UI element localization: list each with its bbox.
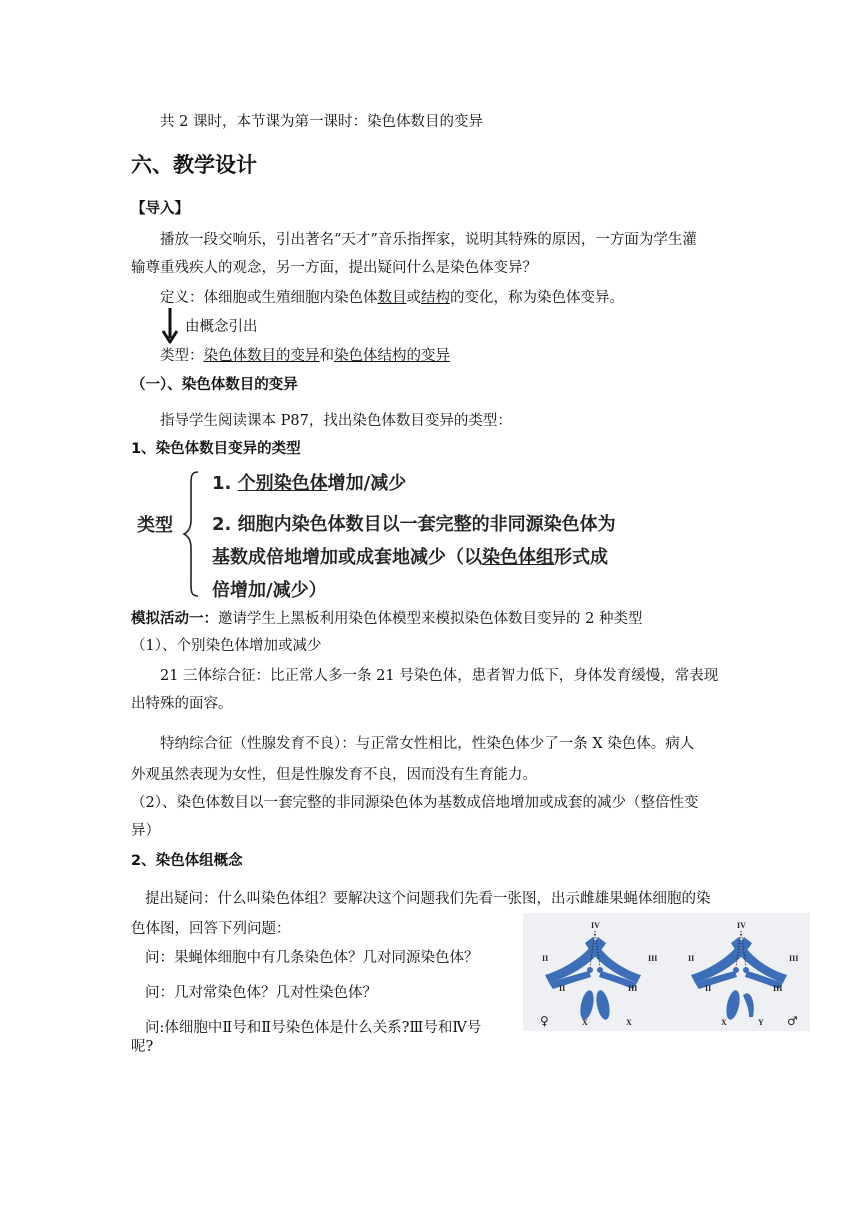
definition-line: [160, 288, 624, 308]
definition-prefix: 定义：体细胞或生殖细胞内染色体: [160, 290, 378, 306]
male-chromosome-IV-left: [733, 967, 739, 973]
question-1: 问：果蝇体细胞中有几条染色体？几对同源染色体？: [145, 950, 479, 966]
female-chromosome-set: [545, 937, 641, 1021]
types-line: [160, 346, 450, 366]
item-2-line1: （2）、染色体数目以一套完整的非同源染色体为基数成倍地增加或成套的减少（整倍性变: [131, 795, 699, 811]
female-symbol-icon: ♀: [540, 1014, 549, 1028]
down-syndrome-line1: 21 三体综合征：比正常人多一条 21 号染色体，患者智力低下，身体发育缓慢，常表现: [160, 668, 719, 684]
male-chromosome-set: [691, 937, 787, 1021]
female-chromosome-IV-left: [587, 967, 593, 973]
brace-item-1-underlined: 个别染色体: [237, 473, 328, 494]
sub-heading-number-variation: （一）、染色体数目的变异: [131, 377, 298, 393]
female-chromosome-X-right: [594, 989, 612, 1021]
section-title: 六、教学设计: [131, 153, 257, 177]
male-label-Y: Y: [758, 1018, 764, 1027]
male-label-II-top: II: [688, 954, 695, 963]
intro-paragraph-line2: 输尊重残疾人的观念，另一方面，提出疑问什么是染色体变异？: [131, 260, 537, 276]
question-intro-line2: 色体图，回答下列问题：: [131, 921, 291, 937]
intro-label: 【导入】: [131, 201, 189, 217]
arrow-note: 由概念引出: [185, 319, 258, 335]
male-chromosome-X: [724, 989, 742, 1021]
question-2: 问：几对常染色体？几对性染色体？: [145, 985, 377, 1001]
female-chromosome-IV-right: [597, 967, 603, 973]
heading-chromosome-set: 2、染色体组概念: [131, 853, 243, 869]
turner-line1: 特纳综合征（性腺发育不良）：与正常女性相比，性染色体少了一条 X 染色体。病人: [160, 736, 695, 752]
female-label-II-top: II: [542, 954, 549, 963]
male-label-IV: IV: [737, 921, 746, 930]
female-chromosome-X-left: [578, 989, 596, 1021]
brace-icon: [182, 470, 202, 598]
male-label-II-bottom: II: [705, 984, 712, 993]
brace-item-1: 1. 个别染色体增加/减少: [212, 473, 407, 494]
types-number-variation: 染色体数目的变异: [203, 348, 320, 364]
item-1-title: （1）、个别染色体增加或减少: [131, 638, 322, 654]
item-2-line2: 异）: [131, 823, 160, 839]
question-3-line2: 呢?: [131, 1039, 154, 1055]
female-label-X1: X: [582, 1018, 588, 1027]
male-chromosome-IV-right: [743, 967, 749, 973]
brace-item-2-line1: 2. 细胞内染色体数目以一套完整的非同源染色体为: [212, 514, 616, 535]
male-label-X: X: [721, 1018, 727, 1027]
down-arrow-icon: [160, 306, 180, 346]
female-label-III-top: III: [648, 954, 658, 963]
guide-text: 指导学生阅读课本 P87，找出染色体数目变异的类型：: [160, 413, 512, 429]
male-label-III-bottom: III: [773, 984, 783, 993]
male-symbol-icon: ♂: [787, 1014, 798, 1028]
activity-line: [131, 609, 642, 629]
course-hours-line: 共 2 课时，本节课为第一课时：染色体数目的变异: [160, 114, 483, 130]
karyotype-svg: [523, 913, 810, 1031]
down-syndrome-line2: 出特殊的面容。: [131, 696, 233, 712]
activity-text: 邀请学生上黑板利用染色体模型来模拟染色体数目变异的 2 种类型: [218, 611, 643, 627]
brace-label: 类型: [137, 515, 173, 536]
heading-variation-types: 1、染色体数目变异的类型: [131, 441, 301, 457]
types-and: 和: [319, 348, 334, 364]
activity-label: 模拟活动一：: [131, 611, 218, 627]
brace-item-2-line2: 基数成倍地增加或成套地减少（以染色体组形式成: [212, 547, 608, 568]
types-prefix: 类型：: [160, 348, 204, 364]
question-3-line1: 问:体细胞中Ⅱ号和Ⅱ号染色体是什么关系?Ⅲ号和Ⅳ号: [145, 1020, 482, 1036]
brace-item-2-underlined: 染色体组: [482, 547, 554, 568]
female-label-III-bottom: III: [628, 984, 638, 993]
definition-suffix: 的变化，称为染色体变异。: [450, 290, 624, 306]
brace-item-2-line3: 倍增加/减少）: [212, 580, 327, 601]
definition-or: 或: [406, 290, 421, 306]
female-label-X2: X: [626, 1018, 632, 1027]
intro-paragraph-line1: 播放一段交响乐，引出著名“天才”音乐指挥家，说明其特殊的原因，一方面为学生灌: [160, 232, 697, 248]
definition-structure: 结构: [421, 290, 450, 306]
female-label-II-bottom: II: [559, 984, 566, 993]
types-structure-variation: 染色体结构的变异: [334, 348, 450, 364]
turner-line2: 外观虽然表现为女性，但是性腺发育不良，因而没有生育能力。: [131, 767, 537, 783]
definition-number: 数目: [377, 290, 407, 306]
fruit-fly-karyotype-figure: [523, 913, 810, 1031]
male-label-III-top: III: [789, 954, 799, 963]
female-label-IV: IV: [591, 921, 600, 930]
question-intro-line1: 提出疑问：什么叫染色体组？要解决这个问题我们先看一张图，出示雌雄果蝇体细胞的染: [145, 891, 711, 907]
male-chromosome-Y: [743, 993, 754, 1017]
